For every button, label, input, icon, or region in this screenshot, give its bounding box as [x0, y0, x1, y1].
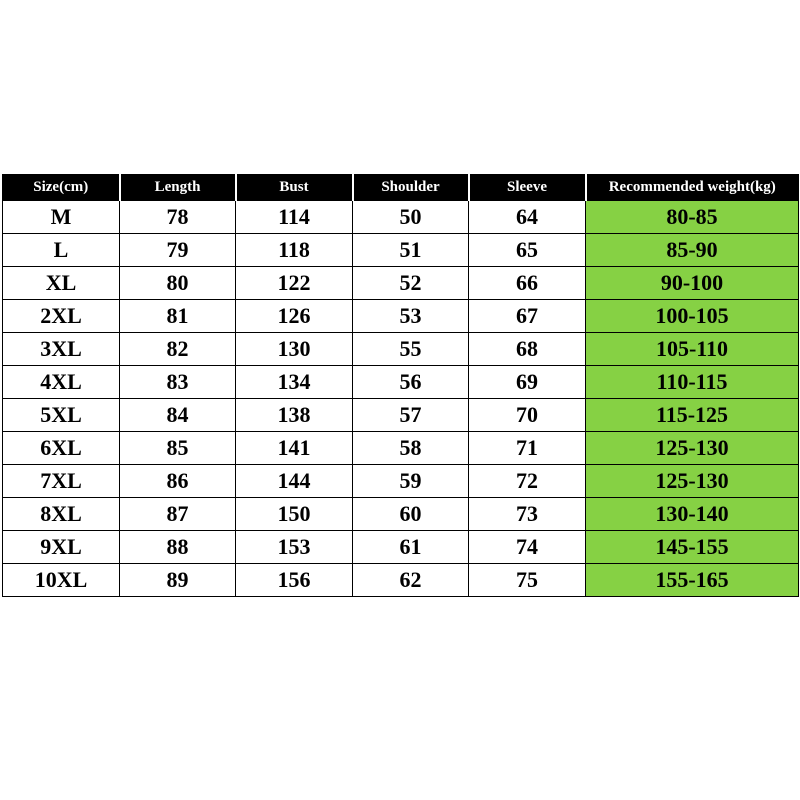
cell-recommended-weight: 125-130: [586, 432, 799, 465]
cell-size: 10XL: [3, 564, 120, 597]
cell-sleeve: 72: [469, 465, 586, 498]
table-row: [3, 531, 799, 564]
cell-sleeve: 65: [469, 234, 586, 267]
cell-shoulder: 50: [353, 201, 469, 234]
cell-shoulder: 57: [353, 399, 469, 432]
cell-shoulder: 59: [353, 465, 469, 498]
cell-sleeve: 74: [469, 531, 586, 564]
cell-recommended-weight: 110-115: [586, 366, 799, 399]
cell-bust: 153: [236, 531, 353, 564]
cell-size: 2XL: [3, 300, 120, 333]
cell-size: 6XL: [3, 432, 120, 465]
table-row: [3, 432, 799, 465]
cell-size: 5XL: [3, 399, 120, 432]
table-row: [3, 234, 799, 267]
header-bust: Bust: [236, 175, 353, 201]
table-row: [3, 267, 799, 300]
cell-sleeve: 70: [469, 399, 586, 432]
cell-bust: 130: [236, 333, 353, 366]
header-shoulder: Shoulder: [353, 175, 469, 201]
cell-shoulder: 52: [353, 267, 469, 300]
header-size: Size(cm): [3, 175, 120, 201]
header-length: Length: [120, 175, 236, 201]
cell-recommended-weight: 105-110: [586, 333, 799, 366]
table-row: [3, 366, 799, 399]
cell-length: 89: [120, 564, 236, 597]
cell-sleeve: 71: [469, 432, 586, 465]
cell-bust: 134: [236, 366, 353, 399]
cell-shoulder: 61: [353, 531, 469, 564]
cell-recommended-weight: 145-155: [586, 531, 799, 564]
cell-recommended-weight: 125-130: [586, 465, 799, 498]
cell-length: 88: [120, 531, 236, 564]
cell-recommended-weight: 90-100: [586, 267, 799, 300]
cell-length: 79: [120, 234, 236, 267]
cell-sleeve: 66: [469, 267, 586, 300]
size-chart-table: [2, 174, 799, 597]
cell-size: 9XL: [3, 531, 120, 564]
cell-recommended-weight: 155-165: [586, 564, 799, 597]
table-header-row: [3, 175, 799, 201]
cell-shoulder: 55: [353, 333, 469, 366]
cell-bust: 150: [236, 498, 353, 531]
cell-size: XL: [3, 267, 120, 300]
cell-length: 85: [120, 432, 236, 465]
cell-shoulder: 51: [353, 234, 469, 267]
table-row: [3, 564, 799, 597]
table-row: [3, 333, 799, 366]
cell-bust: 122: [236, 267, 353, 300]
cell-recommended-weight: 80-85: [586, 201, 799, 234]
cell-length: 82: [120, 333, 236, 366]
table-body: [3, 201, 799, 597]
cell-bust: 126: [236, 300, 353, 333]
header-sleeve: Sleeve: [469, 175, 586, 201]
cell-size: 8XL: [3, 498, 120, 531]
cell-length: 78: [120, 201, 236, 234]
cell-sleeve: 68: [469, 333, 586, 366]
cell-size: 7XL: [3, 465, 120, 498]
cell-bust: 144: [236, 465, 353, 498]
cell-bust: 118: [236, 234, 353, 267]
cell-length: 83: [120, 366, 236, 399]
cell-length: 87: [120, 498, 236, 531]
cell-sleeve: 75: [469, 564, 586, 597]
cell-length: 84: [120, 399, 236, 432]
cell-recommended-weight: 130-140: [586, 498, 799, 531]
cell-sleeve: 67: [469, 300, 586, 333]
cell-bust: 138: [236, 399, 353, 432]
table-row: [3, 399, 799, 432]
table-row: [3, 300, 799, 333]
cell-length: 86: [120, 465, 236, 498]
cell-recommended-weight: 115-125: [586, 399, 799, 432]
cell-size: 3XL: [3, 333, 120, 366]
cell-size: M: [3, 201, 120, 234]
table-row: [3, 498, 799, 531]
cell-recommended-weight: 85-90: [586, 234, 799, 267]
cell-shoulder: 58: [353, 432, 469, 465]
cell-length: 80: [120, 267, 236, 300]
cell-shoulder: 60: [353, 498, 469, 531]
cell-shoulder: 53: [353, 300, 469, 333]
cell-length: 81: [120, 300, 236, 333]
cell-size: 4XL: [3, 366, 120, 399]
cell-bust: 156: [236, 564, 353, 597]
header-recommended-weight: Recommended weight(kg): [586, 175, 799, 201]
cell-recommended-weight: 100-105: [586, 300, 799, 333]
cell-shoulder: 56: [353, 366, 469, 399]
cell-bust: 141: [236, 432, 353, 465]
cell-sleeve: 69: [469, 366, 586, 399]
cell-sleeve: 64: [469, 201, 586, 234]
table-row: [3, 465, 799, 498]
cell-shoulder: 62: [353, 564, 469, 597]
table-row: [3, 201, 799, 234]
cell-bust: 114: [236, 201, 353, 234]
cell-sleeve: 73: [469, 498, 586, 531]
cell-size: L: [3, 234, 120, 267]
